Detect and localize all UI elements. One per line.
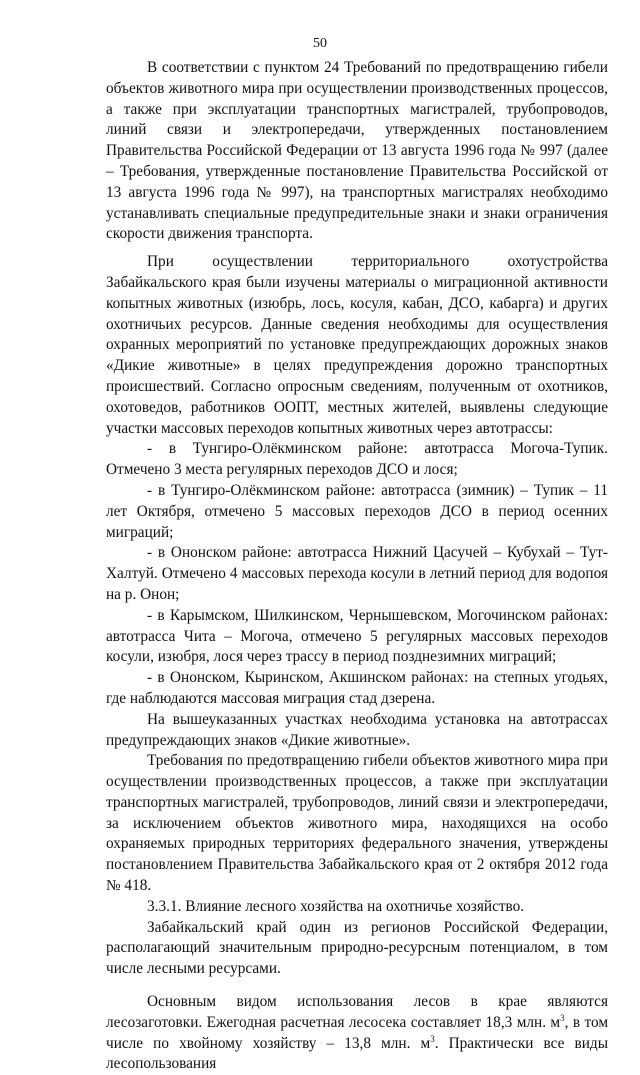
paragraph-requirements-reference: В соответствии с пунктом 24 Требований по предотвращению гибели объектов животного мира при осуществлении производственных процессов, а также при эксплуатации транспортных магистралей, трубопроводов, линий связи и электропередачи, утвержденных постановлением Правительства Российской Федерации от 13 августа 1996 года № 997 (далее – Требования, утвержденные постановление Правительства Российской от 13 августа 1996 года № 997), на транспортных магистралях необходимо устанавливать специальные предупредительные знаки и знаки ограничения скорости движения транспорта. (106, 59, 608, 243)
list-item-karymsky: - в Карымском, Шилкинском, Чернышевском, Могочинском районах: автотрасса Чита – Могоча, отмечено 5 регулярных массовых переходов косули, изюбря, лося через трассу в период позднезимних миграций; (106, 606, 608, 666)
section-heading-3-3-1: 3.3.1. Влияние лесного хозяйства на охотничье хозяйство. (147, 897, 525, 915)
page-number: 50 (313, 36, 327, 51)
logging-text-part-2: , в том числе по хвойному хозяйству – 13,8 млн. м (106, 1013, 608, 1052)
cubic-superscript-1: 3 (560, 1012, 565, 1023)
paragraph-forest-resources: Забайкальский край один из регионов Российской Федерации, располагающий значительным природно-ресурсным потенциалом, в том числе лесными ресурсами. (106, 918, 608, 978)
document-body (106, 58, 608, 1075)
paragraph-logging (106, 992, 608, 1075)
cubic-superscript-2: 3 (430, 1033, 435, 1044)
paragraph-regional-requirements: Требования по предотвращению гибели объектов животного мира при осуществлении производственных процессов, а также при эксплуатации транспортных магистралей, трубопроводов, линий связи и электропередачи, за исключением объектов животного мира, находящихся на особо охраняемых природных территориях федерального значения, утверждены постановлением Правительства Забайкальского края от 2 октября 2012 года № 418. (106, 752, 608, 895)
logging-text-part-1: Основным видом использования лесов в крае являются лесозаготовки. Ежегодная расчетная лесосека составляет 18,3 млн. м (106, 993, 608, 1031)
list-item-tungiro-2: - в Тунгиро-Олёкминском районе: автотрасса (зимник) – Тупик – 11 лет Октября, отмечено 5 массовых переходов ДСО в период осенних миграций; (106, 481, 608, 541)
list-item-onon-kyrinsky: - в Ононском, Кыринском, Акшинском районах: на степных угодьях, где наблюдаются массовая миграция стад дзерена. (106, 669, 608, 707)
paragraph-territorial-survey: При осуществлении территориального охотустройства Забайкальского края были изучены материалы о миграционной активности копытных животных (изюбрь, лось, косуля, кабан, ДСО, кабарга) и других охотничьих ресурсов. Данные сведения необходимы для осуществления охранных мероприятий по установке предупреждающих дорожных знаков «Дикие животные» в целях предупреждения дорожно транспортных происшествий. Согласно опросным сведениям, полученным от охотников, охотоведов, работников ООПТ, местных жителей, выявлены следующие участки массовых переходов копытных животных через автотрассы: (106, 253, 608, 437)
list-item-tungiro-1: - в Тунгиро-Олёкминском районе: автотрасса Могоча-Тупик. Отмечено 3 места регулярных переходов ДСО и лося; (106, 440, 608, 479)
logging-text-part-3: . Практически все виды лесопользования (106, 1034, 608, 1073)
paragraph-signs-required: На вышеуказанных участках необходима установка на автотрассах предупреждающих знаков «Дикие животные». (106, 710, 608, 749)
list-item-onon: - в Ононском районе: автотрасса Нижний Цасучей – Кубухай – Тут-Халтуй. Отмечено 4 массовых перехода косули в летний период для водопоя на р. Онон; (106, 544, 608, 603)
